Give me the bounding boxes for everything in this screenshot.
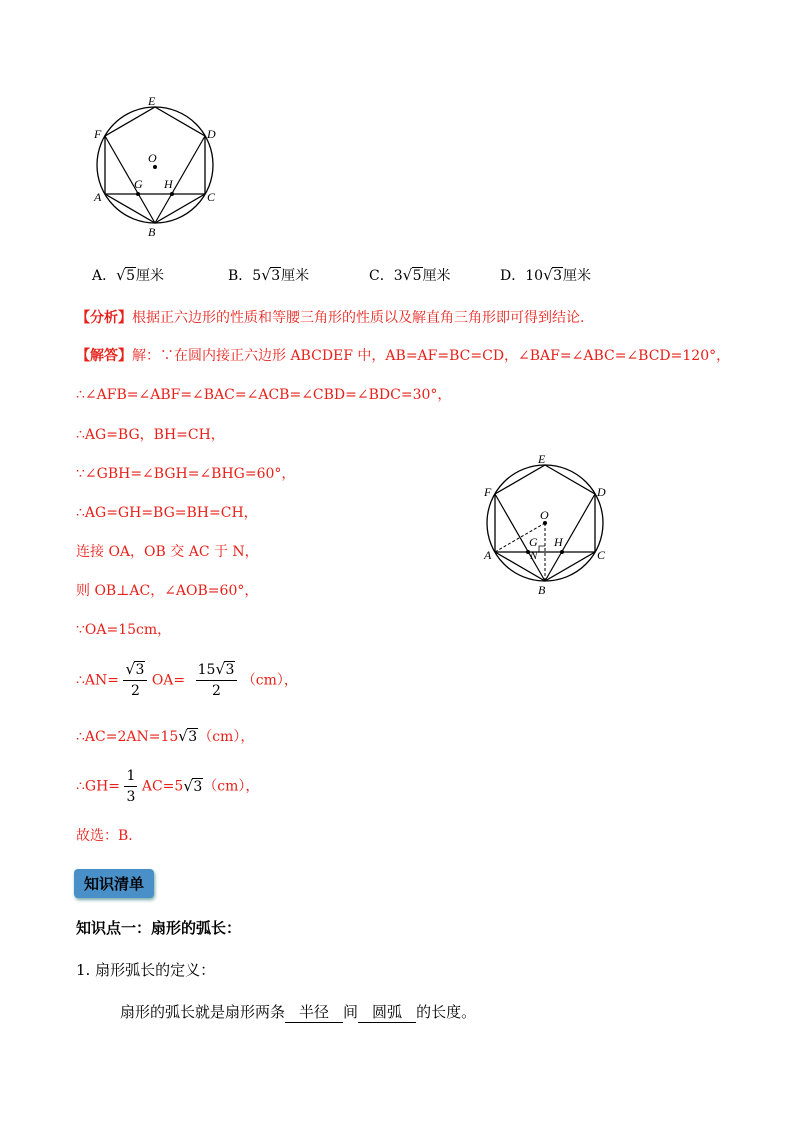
knowledge-badge: 知识清单 — [74, 869, 154, 898]
fig2-label-a: A — [484, 548, 492, 562]
option-a: A． √ 5厘米 — [92, 266, 165, 284]
solution-line-7: 则 OB⊥AC，∠AOB=60°， — [76, 583, 259, 599]
blank-radius: 半径 — [285, 1002, 343, 1023]
solution-line-8: ∵OA=15cm， — [76, 622, 172, 638]
hexagon-figure-1 — [88, 90, 223, 240]
knowledge-heading: 知识点一：扇形的弧长： — [76, 919, 242, 937]
fig1-label-a: A — [94, 190, 102, 204]
fig1-label-o: O — [148, 151, 157, 165]
fig2-label-f: F — [484, 485, 492, 499]
fig1-label-e: E — [148, 94, 156, 108]
fig1-label-b: B — [148, 225, 156, 239]
solution-line-12: 故选：B. — [76, 828, 133, 844]
arc-definition: 扇形的弧长就是扇形两条 半径 间 圆弧 的长度。 — [120, 1003, 477, 1021]
knowledge-item-1: 1. 扇形弧长的定义： — [76, 961, 216, 979]
fig2-label-n: N — [530, 550, 538, 562]
solution-tag: 【解答】 — [76, 348, 132, 364]
solution-line-11: ∴GH= $\frac{1}{3}$ AC=5 √ 3（cm）， — [76, 768, 260, 805]
option-c: C．3 √ 5厘米 — [369, 266, 451, 284]
solution-line-9: ∴AN= √ 3 2 OA= 15 √ 3 2 （cm）， — [76, 660, 298, 699]
solution-line-5: ∴AG=GH=BG=BH=CH， — [76, 505, 258, 521]
fig2-label-d: D — [597, 485, 606, 499]
option-d: D．10 √ 3厘米 — [500, 266, 591, 284]
fig2-label-g: G — [529, 535, 538, 549]
fig1-label-f: F — [94, 127, 102, 141]
fig1-label-c: C — [207, 190, 216, 204]
solution-line-2: ∴∠AFB=∠ABF=∠BAC=∠ACB=∠CBD=∠BDC=30°， — [76, 387, 452, 403]
solution-line-3: ∴AG=BG，BH=CH， — [76, 427, 225, 443]
analysis-line: 【分析】根据正六边形的性质和等腰三角形的性质以及解直角三角形即可得到结论. — [76, 310, 585, 326]
fig2-label-o: O — [540, 508, 549, 522]
hexagon-figure-2 — [478, 448, 618, 598]
analysis-tag: 【分析】 — [76, 310, 132, 326]
fig1-label-g: G — [134, 177, 143, 191]
solution-line-10: ∴AC=2AN=15 √ 3（cm）， — [76, 727, 255, 745]
fig2-label-c: C — [597, 548, 606, 562]
solution-line-1: 【解答】解：∵在圆内接正六边形 ABCDEF 中，AB=AF=BC=CD，∠BAF=∠ABC=∠BCD=120°， — [76, 348, 731, 364]
fig2-label-b: B — [538, 583, 546, 597]
fig1-label-d: D — [207, 127, 216, 141]
fig2-label-h: H — [554, 535, 563, 549]
option-b: B．5 √ 3厘米 — [228, 266, 310, 284]
fig1-label-h: H — [164, 177, 173, 191]
solution-line-4: ∵∠GBH=∠BGH=∠BHG=60°， — [76, 466, 296, 482]
solution-line-6: 连接 OA，OB 交 AC 于 N， — [76, 544, 259, 560]
fig2-label-e: E — [538, 452, 546, 466]
blank-arc: 圆弧 — [358, 1002, 416, 1023]
